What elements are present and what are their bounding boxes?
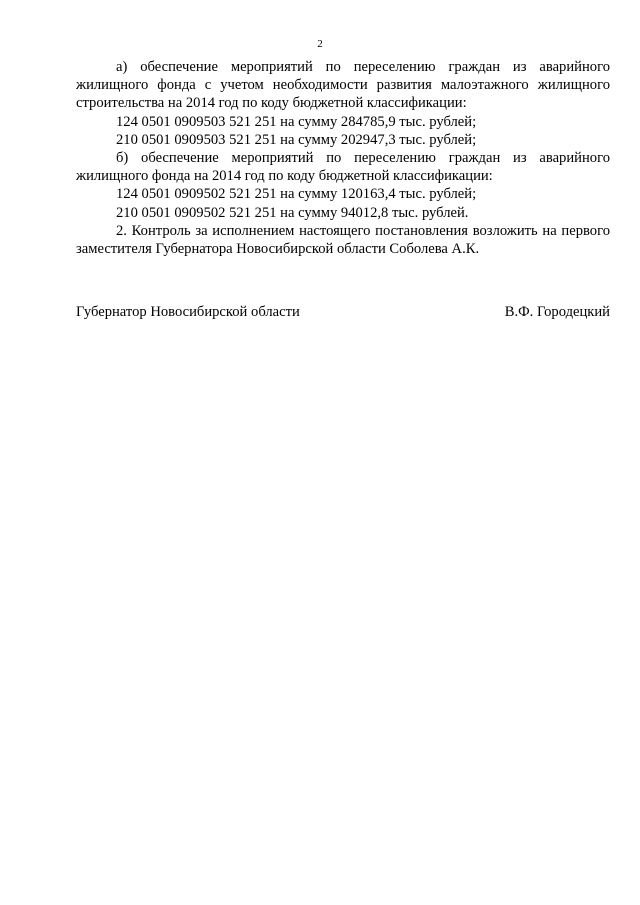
paragraph-control: 2. Контроль за исполнением настоящего постановления возложить на первого заместителя Губернатора Новосибирской области Соболева А.К. bbox=[76, 222, 610, 258]
page-number: 2 bbox=[317, 38, 323, 50]
budget-line-b2: 210 0501 0909502 521 251 на сумму 94012,8 тыс. рублей. bbox=[116, 204, 469, 221]
paragraph-b-intro: б) обеспечение мероприятий по переселению граждан из аварийного жилищного фонда на 2014 год по коду бюджетной классификации: bbox=[76, 150, 610, 185]
budget-line-a2: 210 0501 0909503 521 251 на сумму 202947,3 тыс. рублей; bbox=[116, 131, 477, 148]
document-body bbox=[76, 58, 610, 258]
budget-line-a1: 124 0501 0909503 521 251 на сумму 284785,9 тыс. рублей; bbox=[116, 113, 477, 130]
paragraph-a-intro: а) обеспечение мероприятий по переселению граждан из аварийного жилищного фонда с учетом необходимости развития малоэтажного жилищного строительства на 2014 год по коду бюджетной классификации: bbox=[76, 59, 610, 112]
signature-block bbox=[76, 303, 610, 321]
signatory-position: Губернатор Новосибирской области bbox=[76, 304, 300, 320]
signatory-name: В.Ф. Городецкий bbox=[504, 304, 610, 320]
budget-line-b1: 124 0501 0909502 521 251 на сумму 120163,4 тыс. рублей; bbox=[116, 186, 477, 203]
